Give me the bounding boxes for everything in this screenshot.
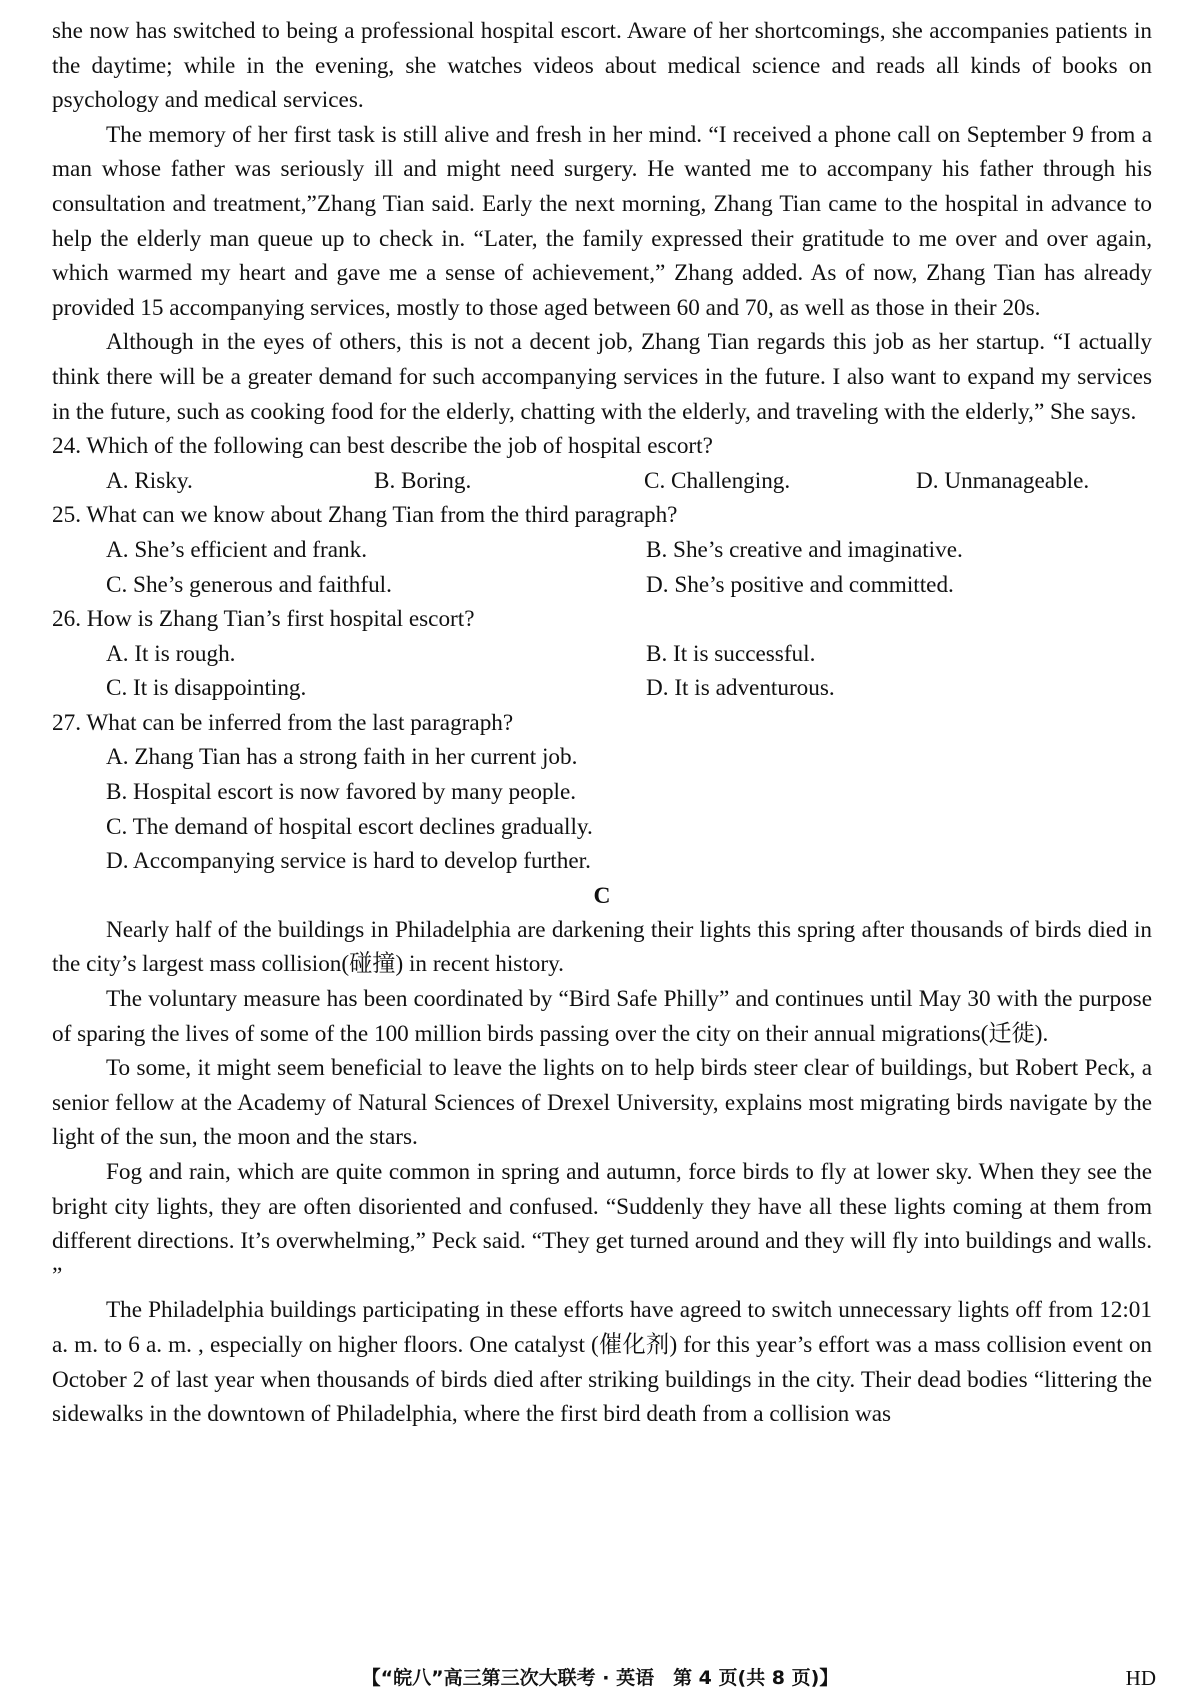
passage-c-paragraph-5: The Philadelphia buildings participating in these efforts have agreed to switch unnecessary lights off from 12:01 a. m. to 6 a. m. , especially on higher floors. One catalyst (催化剂) for this year’s effort was a mass collision event on October 2 of last year when thousands of birds died after striking buildings in the city. Their dead bodies “littering the sidewalks in the downtown of Philadelphia, where the first bird death from a collision was [52, 1297, 1152, 1428]
question-24-option-d: D. Unmanageable. [916, 467, 1090, 494]
question-25-stem: 25. What can we know about Zhang Tian from the third paragraph? [52, 502, 678, 529]
question-27-stem: 27. What can be inferred from the last paragraph? [52, 709, 514, 736]
passage-b-paragraph-2: The memory of her first task is still alive and fresh in her mind. “I received a phone call on September 9 from a man whose father was seriously ill and might need surgery. He wanted me to accompany his father through his consultation and treatment,”Zhang Tian said. Early the next morning, Zhang Tian came to the hospital in advance to help the elderly man queue up to check in. “Later, the family expressed their gratitude to me over and over again, which warmed my heart and gave me a sense of achievement,” Zhang added. As of now, Zhang Tian has already provided 15 accompanying services, mostly to those aged between 60 and 70, as well as those in their 20s. [52, 121, 1152, 321]
section-c-heading: C [593, 882, 611, 909]
footer-exam-info: 【“皖八”高三第三次大联考 · 英语 第 4 页(共 8 页)】 [361, 1667, 839, 1689]
passage-c-paragraph-2: The voluntary measure has been coordinated by “Bird Safe Philly” and continues until May 30 with the purpose of sparing the lives of some of the 100 million birds passing over the city on their annual migrations(迁徙). [52, 986, 1152, 1047]
passage-c-paragraph-4: Fog and rain, which are quite common in spring and autumn, force birds to fly at lower sky. When they see the bright city lights, they are often disoriented and confused. “Suddenly they have all these lights coming at them from different directions. It’s overwhelming,” Peck said. “They get turned around and they will fly into buildings and walls. ” [52, 1159, 1152, 1289]
question-24-options [52, 464, 1152, 499]
question-26-option-a: A. It is rough. [106, 640, 236, 667]
question-25-option-a: A. She’s efficient and frank. [106, 536, 367, 563]
passage-b-paragraph-1: she now has switched to being a professional hospital escort. Aware of her shortcomings, she accompanies patients in the daytime; while in the evening, she watches videos about medical science and reads all kinds of books on psychology and medical services. [52, 18, 1152, 114]
question-25-option-c: C. She’s generous and faithful. [106, 571, 392, 598]
question-27-option-b: B. Hospital escort is now favored by many people. [106, 779, 577, 806]
footer-code: HD [1125, 1666, 1156, 1690]
question-26-option-b: B. It is successful. [646, 640, 816, 667]
question-24-option-b: B. Boring. [374, 467, 472, 494]
passage-c-paragraph-3: To some, it might seem beneficial to leave the lights on to help birds steer clear of buildings, but Robert Peck, a senior fellow at the Academy of Natural Sciences of Drexel University, explains most migrating birds navigate by the light of the sun, the moon and the stars. [52, 1055, 1152, 1151]
question-26-stem: 26. How is Zhang Tian’s first hospital escort? [52, 606, 475, 633]
question-25-option-d: D. She’s positive and committed. [646, 571, 954, 598]
question-24-stem: 24. Which of the following can best describe the job of hospital escort? [52, 433, 713, 460]
question-27-option-a: A. Zhang Tian has a strong faith in her current job. [106, 744, 578, 771]
question-25-options [52, 533, 1152, 602]
question-24-option-c: C. Challenging. [644, 467, 791, 494]
exam-page [52, 14, 1152, 1432]
question-24-option-a: A. Risky. [106, 467, 193, 494]
question-27-option-d: D. Accompanying service is hard to develop further. [106, 848, 591, 875]
page-footer [0, 1663, 1200, 1693]
question-25-option-b: B. She’s creative and imaginative. [646, 536, 963, 563]
question-26-option-d: D. It is adventurous. [646, 675, 835, 702]
question-27-option-c: C. The demand of hospital escort declines gradually. [106, 813, 593, 840]
passage-b-paragraph-3: Although in the eyes of others, this is not a decent job, Zhang Tian regards this job as her startup. “I actually think there will be a greater demand for such accompanying services in the future. I also want to expand my services in the future, such as cooking food for the elderly, chatting with the elderly, and traveling with the elderly,” She says. [52, 329, 1152, 425]
passage-c-paragraph-1: Nearly half of the buildings in Philadelphia are darkening their lights this spring after thousands of birds died in the city’s largest mass collision(碰撞) in recent history. [52, 916, 1152, 978]
question-26-option-c: C. It is disappointing. [106, 675, 307, 702]
question-26-options [52, 637, 1152, 706]
